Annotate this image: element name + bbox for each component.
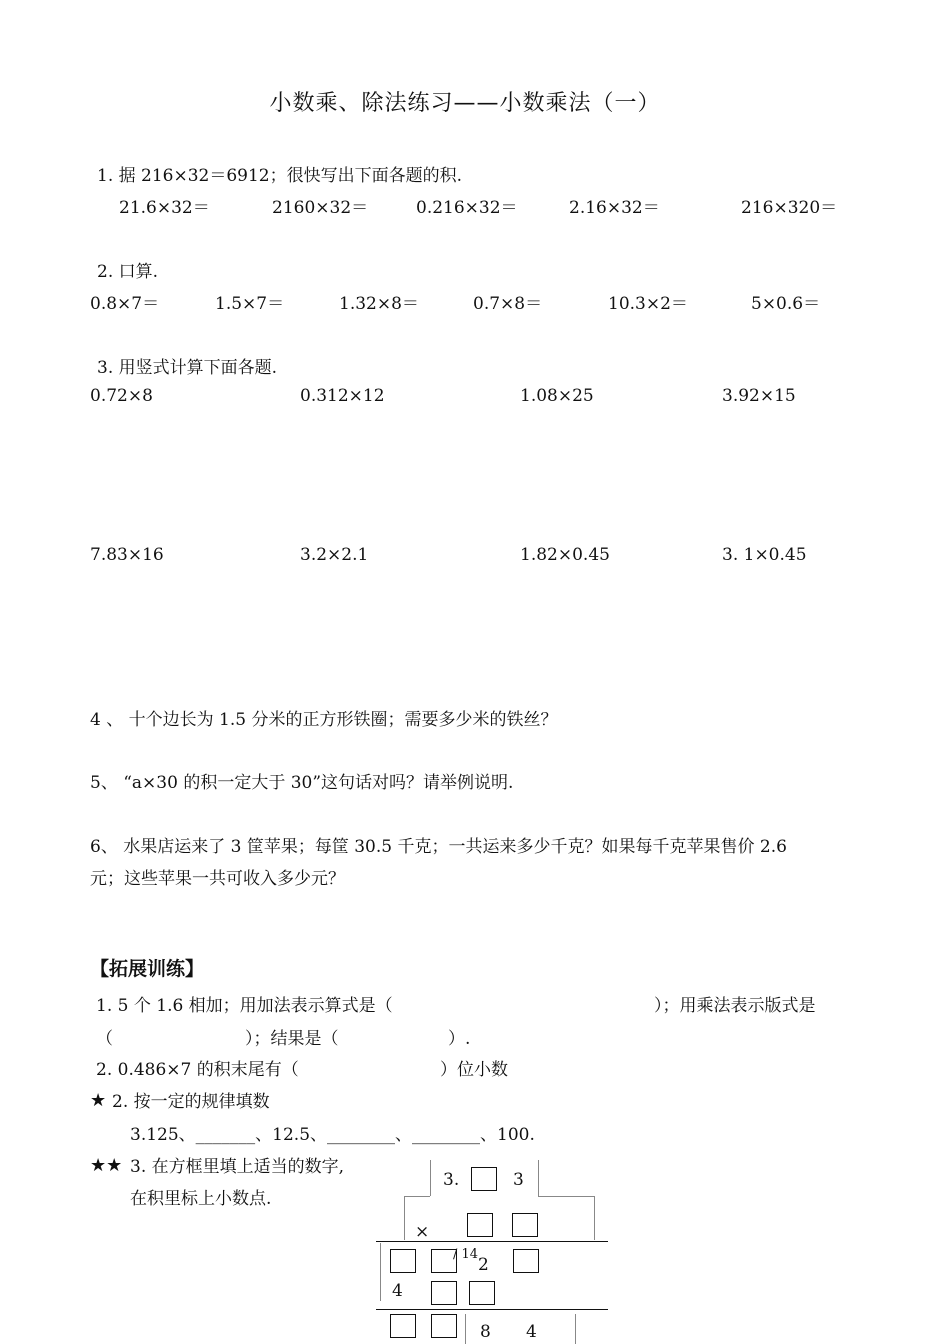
q3-item: 1.82×0.45 bbox=[520, 545, 610, 565]
q2-item: 10.3×2＝ bbox=[608, 294, 688, 314]
digit-blank-box[interactable] bbox=[390, 1249, 416, 1273]
frame-line bbox=[575, 1314, 576, 1344]
q1-item: 2160×32＝ bbox=[272, 198, 369, 218]
ext2-part1: 2. 0.486×7 的积末尾有（ bbox=[96, 1060, 299, 1080]
frame-line bbox=[404, 1196, 430, 1197]
product-rule bbox=[376, 1241, 608, 1242]
digit-blank-box[interactable] bbox=[513, 1249, 539, 1273]
frame-line bbox=[430, 1160, 431, 1196]
ext1-part4: ）；结果是（ bbox=[245, 1029, 339, 1049]
q1-item: 2.16×32＝ bbox=[569, 198, 660, 218]
q2-item: 0.7×8＝ bbox=[473, 294, 543, 314]
q5-text: 5、 “a×30 的积一定大于 30”这句话对吗？请举例说明. bbox=[90, 773, 514, 793]
digit-blank-box[interactable] bbox=[469, 1281, 495, 1305]
q1-item: 0.216×32＝ bbox=[416, 198, 518, 218]
digit-blank-box[interactable] bbox=[471, 1167, 497, 1191]
q1-prompt: 1. 据 216×32＝6912；很快写出下面各题的积. bbox=[97, 166, 463, 186]
page-title: 小数乘、除法练习——小数乘法（一） bbox=[269, 91, 661, 116]
frame-line bbox=[538, 1196, 594, 1197]
ext1-part2: ）；用乘法表示版式是 bbox=[654, 996, 816, 1016]
q3-item: 3.92×15 bbox=[722, 386, 796, 406]
q6-line2: 元；这些苹果一共可收入多少元？ bbox=[90, 869, 345, 889]
puzzle-digit: 8 bbox=[480, 1322, 491, 1342]
ext4-line2: 在积里标上小数点. bbox=[130, 1189, 272, 1209]
product-rule bbox=[376, 1309, 608, 1310]
puzzle-digit: 3 bbox=[513, 1170, 524, 1190]
frame-line bbox=[380, 1243, 381, 1301]
puzzle-digit: 4 bbox=[526, 1322, 537, 1342]
q3-prompt: 3. 用竖式计算下面各题. bbox=[97, 358, 278, 378]
digit-blank-box[interactable] bbox=[512, 1213, 538, 1237]
q2-prompt: 2. 口算. bbox=[97, 262, 159, 282]
frame-line bbox=[404, 1196, 405, 1240]
q2-item: 1.32×8＝ bbox=[339, 294, 419, 314]
multiply-sign: × bbox=[415, 1222, 430, 1242]
ext1-part5: ）. bbox=[448, 1029, 471, 1049]
q4-text: 4 、 十个边长为 1.5 分米的正方形铁圈；需要多少米的铁丝？ bbox=[90, 710, 558, 730]
ext3-sequence: 3.125、_______、12.5、________、________、100. bbox=[130, 1125, 535, 1145]
frame-line bbox=[465, 1314, 466, 1344]
digit-blank-box[interactable] bbox=[467, 1213, 493, 1237]
puzzle-digit: 2 bbox=[478, 1255, 489, 1275]
q3-item: 0.72×8 bbox=[90, 386, 153, 406]
q3-item: 0.312×12 bbox=[300, 386, 385, 406]
digit-blank-box[interactable] bbox=[431, 1314, 457, 1338]
ext4-line1: 3. 在方框里填上适当的数字, bbox=[130, 1157, 345, 1177]
digit-blank-box[interactable] bbox=[431, 1281, 457, 1305]
q2-item: 0.8×7＝ bbox=[90, 294, 160, 314]
frame-line bbox=[538, 1160, 539, 1196]
puzzle-digit: 3. bbox=[443, 1170, 460, 1190]
puzzle-digit: 4 bbox=[392, 1281, 403, 1301]
q2-item: 5×0.6＝ bbox=[751, 294, 821, 314]
q6-line1: 6、 水果店运来了 3 筐苹果；每筐 30.5 千克；一共运来多少千克？如果每千克苹果售价 2.6 bbox=[90, 837, 787, 857]
extension-heading: 【拓展训练】 bbox=[90, 958, 205, 980]
ext1-part1: 1. 5 个 1.6 相加；用加法表示算式是（ bbox=[96, 996, 393, 1016]
double-star-icon: ★★ bbox=[90, 1155, 123, 1176]
digit-blank-box[interactable] bbox=[390, 1314, 416, 1338]
q3-item: 3.2×2.1 bbox=[300, 545, 369, 565]
star-icon: ★ bbox=[90, 1090, 107, 1111]
q3-item: 7.83×16 bbox=[90, 545, 164, 565]
q2-item: 1.5×7＝ bbox=[215, 294, 285, 314]
ext1-part3: （ bbox=[96, 1029, 113, 1049]
frame-line bbox=[594, 1196, 595, 1240]
ext2-part2: ）位小数 bbox=[440, 1060, 508, 1080]
q1-item: 216×320＝ bbox=[741, 198, 838, 218]
q3-item: 3. 1×0.45 bbox=[722, 545, 807, 565]
ext3-prompt: 2. 按一定的规律填数 bbox=[112, 1092, 270, 1112]
pencil-mark: / 14 bbox=[453, 1247, 479, 1262]
q1-item: 21.6×32＝ bbox=[119, 198, 210, 218]
q3-item: 1.08×25 bbox=[520, 386, 594, 406]
